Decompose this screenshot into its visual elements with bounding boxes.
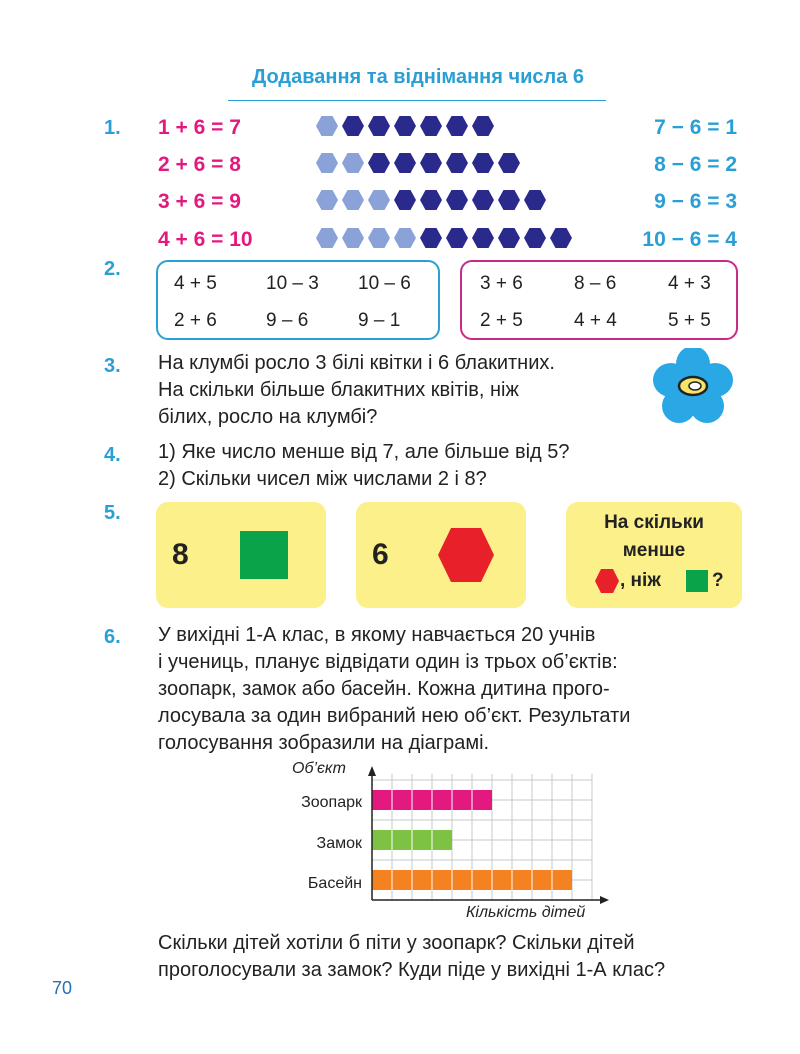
task1-number: 1. <box>104 117 121 139</box>
task1-eq-right-3: 9 − 6 = 3 <box>654 190 737 213</box>
dark-hexagon-icon <box>342 116 364 136</box>
task1-eq-right-1: 7 − 6 = 1 <box>654 116 737 139</box>
dark-hexagon-icon <box>446 228 468 248</box>
light-hexagon-icon <box>316 228 338 248</box>
expression-box-1 <box>156 260 440 340</box>
task4-number: 4. <box>104 444 121 466</box>
task6-number: 6. <box>104 626 121 648</box>
task1-eq-right-4: 10 − 6 = 4 <box>642 228 737 251</box>
expression: 4 + 3 <box>668 273 711 294</box>
dark-hexagon-icon <box>472 190 494 210</box>
task5-card-hexagon <box>356 502 526 608</box>
chart-category-label: Басейн <box>307 875 362 892</box>
hexagon-row-2 <box>316 153 596 175</box>
task1-eq-left-2: 2 + 6 = 8 <box>158 153 241 176</box>
task5-question-card <box>566 502 742 608</box>
expression: 2 + 5 <box>480 310 523 331</box>
dark-hexagon-icon <box>420 153 442 173</box>
light-hexagon-icon <box>368 228 390 248</box>
expression: 3 + 6 <box>480 273 523 294</box>
card-number: 8 <box>172 538 189 571</box>
text-line: і учениць, планує відвідати один із трьох об’єктів: <box>158 651 618 673</box>
chart-x-axis-label: Кількість дітей <box>466 904 586 921</box>
light-hexagon-icon <box>316 190 338 210</box>
expression-box-2 <box>460 260 738 340</box>
dark-hexagon-icon <box>394 190 416 210</box>
hexagon-icon <box>594 568 620 594</box>
dark-hexagon-icon <box>472 116 494 136</box>
text-line: 1) Яке число менше від 7, але більше від 5? <box>158 441 570 463</box>
dark-hexagon-icon <box>472 228 494 248</box>
task5-card-square <box>156 502 326 608</box>
dark-hexagon-icon <box>368 153 390 173</box>
x-axis-arrow <box>600 896 609 904</box>
question-line: На скільки <box>604 512 704 533</box>
task2-number: 2. <box>104 258 121 280</box>
text-line: На скільки більше блакитних квітів, ніж <box>158 379 519 401</box>
dark-hexagon-icon <box>446 190 468 210</box>
chart-y-axis-label: Об’єкт <box>292 760 346 777</box>
text-line: 2) Скільки чисел між числами 2 і 8? <box>158 468 487 490</box>
text-line: лосувала за один вибраний нею об’єкт. Результати <box>158 705 631 727</box>
question-text: , ніж <box>620 570 661 591</box>
title-underline <box>228 100 606 101</box>
dark-hexagon-icon <box>420 190 442 210</box>
flower-icon <box>646 348 740 424</box>
light-hexagon-icon <box>368 190 390 210</box>
text-line: голосування зобразили на діаграмі. <box>158 732 490 754</box>
light-hexagon-icon <box>342 228 364 248</box>
expression: 9 – 6 <box>266 310 309 331</box>
task6-questions <box>158 930 748 984</box>
task1-eq-left-3: 3 + 6 = 9 <box>158 190 241 213</box>
y-axis-arrow <box>368 766 376 776</box>
hexagon-row-4 <box>316 228 596 250</box>
light-hexagon-icon <box>316 153 338 173</box>
text-line: білих, росло на клумбі? <box>158 406 378 428</box>
light-hexagon-icon <box>342 153 364 173</box>
text-line: У вихідні 1-А клас, в якому навчається 20 учнів <box>158 624 596 646</box>
dark-hexagon-icon <box>498 228 520 248</box>
dark-hexagon-icon <box>368 116 390 136</box>
dark-hexagon-icon <box>472 153 494 173</box>
card-number: 6 <box>372 538 389 571</box>
text-line: Скільки дітей хотіли б піти у зоопарк? Скільки дітей <box>158 932 635 954</box>
dark-hexagon-icon <box>524 228 546 248</box>
dark-hexagon-icon <box>420 228 442 248</box>
task1-eq-left-4: 4 + 6 = 10 <box>158 228 253 251</box>
bar-chart <box>360 764 610 910</box>
text-line: зоопарк, замок або басейн. Кожна дитина прого- <box>158 678 610 700</box>
hexagon-row-3 <box>316 190 596 212</box>
hexagon-icon <box>436 526 496 584</box>
text-line: проголосували за замок? Куди піде у вихідні 1-А клас? <box>158 959 666 981</box>
expression: 9 – 1 <box>358 310 401 331</box>
square-icon <box>686 570 708 592</box>
expression: 2 + 6 <box>174 310 217 331</box>
light-hexagon-icon <box>342 190 364 210</box>
question-line: менше <box>622 540 686 561</box>
task4-text <box>158 439 718 493</box>
expression: 4 + 4 <box>574 310 617 331</box>
light-hexagon-icon <box>394 228 416 248</box>
dark-hexagon-icon <box>550 228 572 248</box>
chart-category-label: Зоопарк <box>301 794 362 811</box>
task1-eq-left-1: 1 + 6 = 7 <box>158 116 241 139</box>
task5-number: 5. <box>104 502 121 524</box>
hexagon-row-1 <box>316 116 596 138</box>
dark-hexagon-icon <box>446 153 468 173</box>
text-line: На клумбі росло 3 білі квітки і 6 блакитних. <box>158 352 555 374</box>
dark-hexagon-icon <box>394 116 416 136</box>
dark-hexagon-icon <box>498 190 520 210</box>
dark-hexagon-icon <box>446 116 468 136</box>
task6-text <box>158 622 740 757</box>
square-icon <box>240 531 288 579</box>
task3-text <box>158 350 638 431</box>
expression: 10 – 6 <box>358 273 411 294</box>
page-number: 70 <box>52 978 73 998</box>
question-mark: ? <box>712 570 724 591</box>
dark-hexagon-icon <box>394 153 416 173</box>
expression: 5 + 5 <box>668 310 711 331</box>
dark-hexagon-icon <box>524 190 546 210</box>
dark-hexagon-icon <box>498 153 520 173</box>
task1-eq-right-2: 8 − 6 = 2 <box>654 153 737 176</box>
expression: 8 – 6 <box>574 273 617 294</box>
expression: 10 – 3 <box>266 273 319 294</box>
task3-number: 3. <box>104 355 121 377</box>
dark-hexagon-icon <box>420 116 442 136</box>
expression: 4 + 5 <box>174 273 217 294</box>
chart-category-label: Замок <box>316 835 362 852</box>
page-title: Додавання та віднімання числа 6 <box>251 66 585 88</box>
light-hexagon-icon <box>316 116 338 136</box>
